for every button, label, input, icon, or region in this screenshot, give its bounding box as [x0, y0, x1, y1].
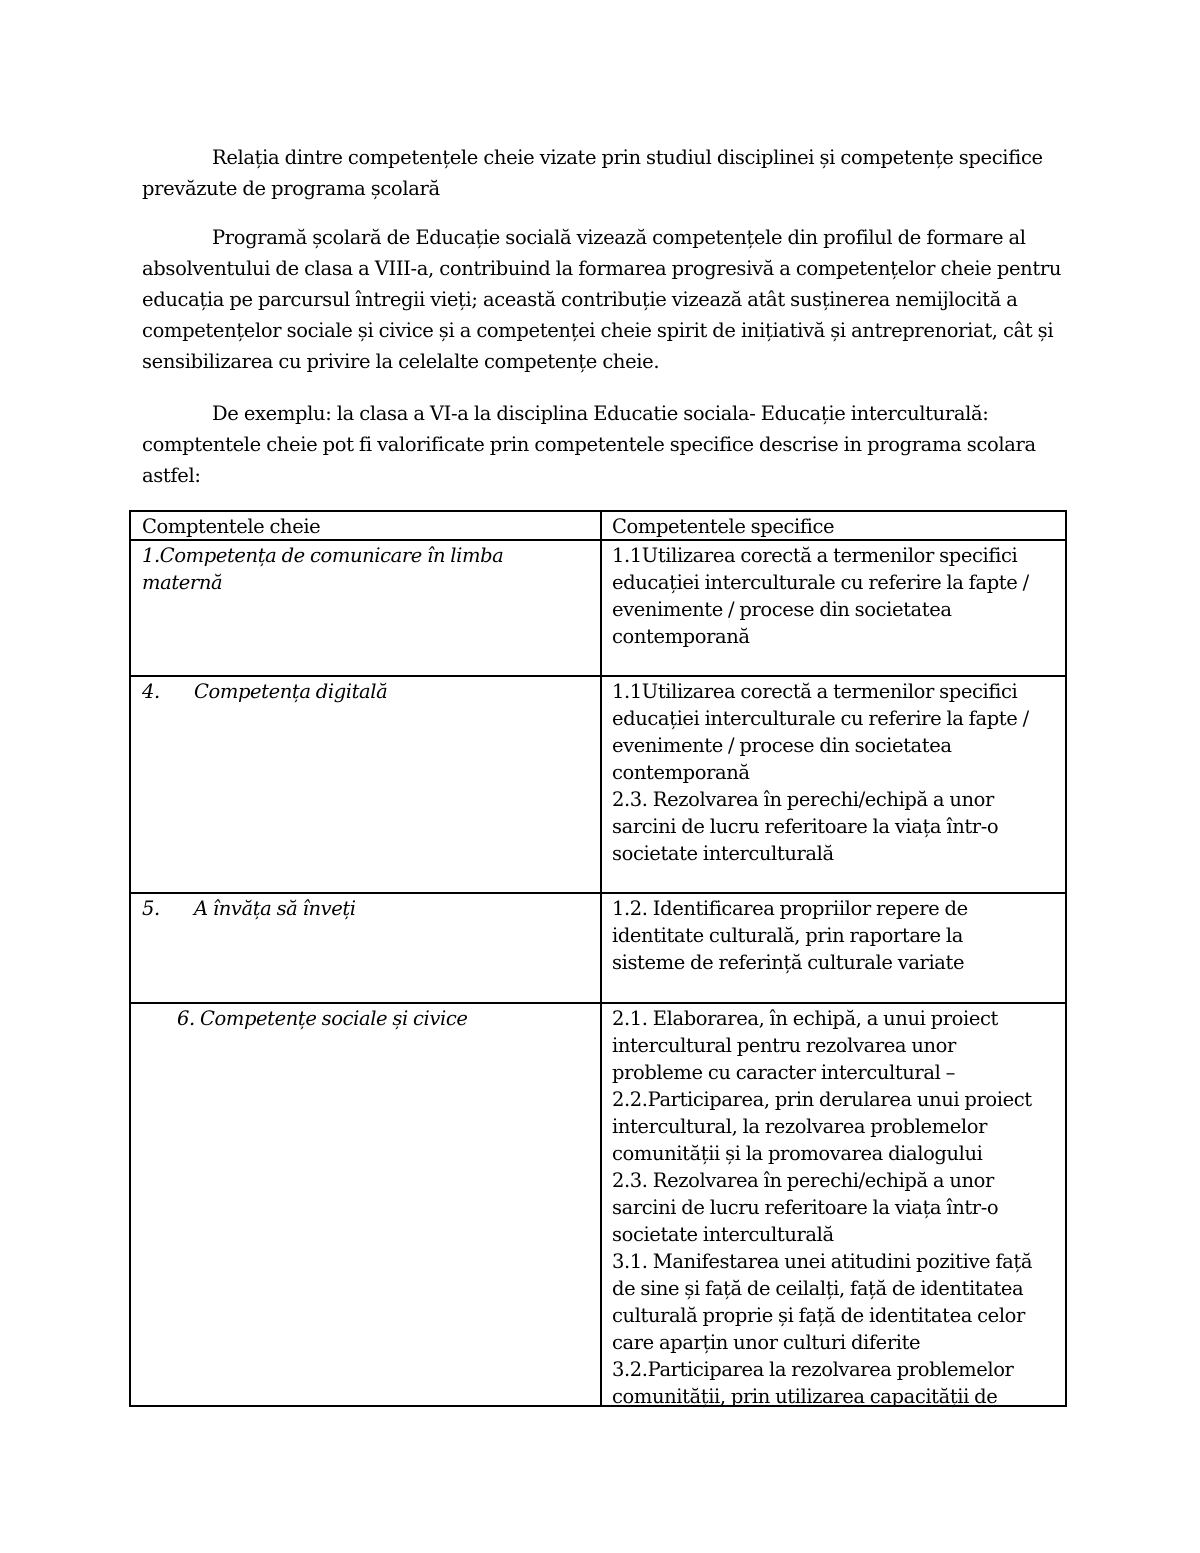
cell-line: de sine și față de ceilalți, față de identitatea	[612, 1277, 1024, 1300]
header-cell-specific-competences	[612, 513, 1064, 540]
cell-line: 2.3. Rezolvarea în perechi/echipă a unor	[612, 1169, 994, 1192]
cell-line: 3.2.Participarea la rezolvarea problemelor	[612, 1358, 1014, 1381]
specific-competence-cell	[612, 678, 1064, 867]
heading-paragraph: Relația dintre competențele cheie vizate prin studiul disciplinei și competențe specifice prevăzute de programa școlară	[142, 146, 1043, 200]
table-row	[131, 675, 1065, 893]
column-divider	[600, 512, 602, 541]
cell-line: 1.Competența de comunicare în limba	[142, 544, 504, 567]
cell-line: comunității, prin utilizarea capacității de	[612, 1385, 998, 1408]
cell-line: comunității și la promovarea dialogului	[612, 1142, 983, 1165]
cell-line: societate interculturală	[612, 842, 834, 865]
cell-line: 2.2.Participarea, prin derularea unui proiect	[612, 1088, 1032, 1111]
cell-line: 1.2. Identificarea propriilor repere de	[612, 897, 968, 920]
intro-paragraph: Programă școlară de Educație socială vizează competențele din profilul de formare al absolventului de clasa a VIII-a, contribuind la formarea progresivă a competențelor cheie pentru educația pe parcursul întregii vieți; această contribuție vizează atât susținerea nemijlocită a competențelor sociale și civice și a competenței cheie spirit de inițiativă și antreprenoriat, cât și sensibilizarea cu privire la celelalte competențe cheie.	[142, 226, 1062, 373]
cell-line: probleme cu caracter intercultural –	[612, 1061, 955, 1084]
cell-line	[142, 895, 592, 922]
cell-line	[142, 678, 592, 705]
column-divider	[600, 1004, 602, 1405]
specific-competence-cell	[612, 895, 1064, 976]
cell-line: evenimente / procese din societatea	[612, 598, 952, 621]
specific-competence-cell	[612, 542, 1064, 650]
cell-line: societate interculturală	[612, 1223, 834, 1246]
cell-line: evenimente / procese din societatea	[612, 734, 952, 757]
example-paragraph: De exemplu: la clasa a VI-a la disciplina Educatie sociala- Educație interculturală: comptentele cheie pot fi valorificate prin competentele specifice descrise in programa scolara astfel:	[142, 402, 1036, 487]
table-row	[131, 539, 1065, 677]
cell-line: contemporană	[612, 625, 750, 648]
column-divider	[600, 677, 602, 893]
column-divider	[600, 894, 602, 1003]
cell-line: contemporană	[612, 761, 750, 784]
key-competence-cell	[142, 542, 592, 596]
cell-line: educației interculturale cu referire la fapte /	[612, 707, 1029, 730]
cell-line: intercultural, la rezolvarea problemelor	[612, 1115, 988, 1138]
cell-line: intercultural pentru rezolvarea unor	[612, 1034, 956, 1057]
header-label: Comptentele cheie	[142, 515, 321, 538]
specific-competence-cell	[612, 1005, 1064, 1410]
cell-line: 6. Competențe sociale și civice	[177, 1007, 468, 1030]
cell-line: 2.3. Rezolvarea în perechi/echipă a unor	[612, 788, 994, 811]
table-header-row	[131, 512, 1065, 541]
table-row	[131, 1002, 1065, 1408]
item-text: Competența digitală	[194, 680, 388, 703]
table-row	[131, 892, 1065, 1003]
key-competence-cell	[142, 895, 592, 922]
cell-line: care aparțin unor culturi diferite	[612, 1331, 921, 1354]
cell-line: 2.1. Elaborarea, în echipă, a unui proiect	[612, 1007, 998, 1030]
cell-line: sarcini de lucru referitoare la viața într-o	[612, 1196, 999, 1219]
cell-line: maternă	[142, 571, 223, 594]
header-cell-key-competences	[142, 513, 592, 540]
cell-line: 3.1. Manifestarea unei atitudini pozitive față	[612, 1250, 1033, 1273]
cell-line: 1.1Utilizarea corectă a termenilor specifici	[612, 544, 1018, 567]
cell-line: 1.1Utilizarea corectă a termenilor specifici	[612, 680, 1018, 703]
cell-line: educației interculturale cu referire la fapte /	[612, 571, 1029, 594]
cell-line: sarcini de lucru referitoare la viața într-o	[612, 815, 999, 838]
item-text: A învăța să înveți	[194, 897, 356, 920]
cell-line: culturală proprie și față de identitatea celor	[612, 1304, 1025, 1327]
column-divider	[600, 541, 602, 677]
cell-line: sisteme de referință culturale variate	[612, 951, 965, 974]
item-number: 4.	[142, 680, 160, 703]
key-competence-cell	[177, 1005, 592, 1032]
item-number: 5.	[142, 897, 160, 920]
competences-table	[129, 510, 1067, 1407]
header-label: Competentele specifice	[612, 515, 835, 538]
cell-line: identitate culturală, prin raportare la	[612, 924, 963, 947]
key-competence-cell	[142, 678, 592, 705]
